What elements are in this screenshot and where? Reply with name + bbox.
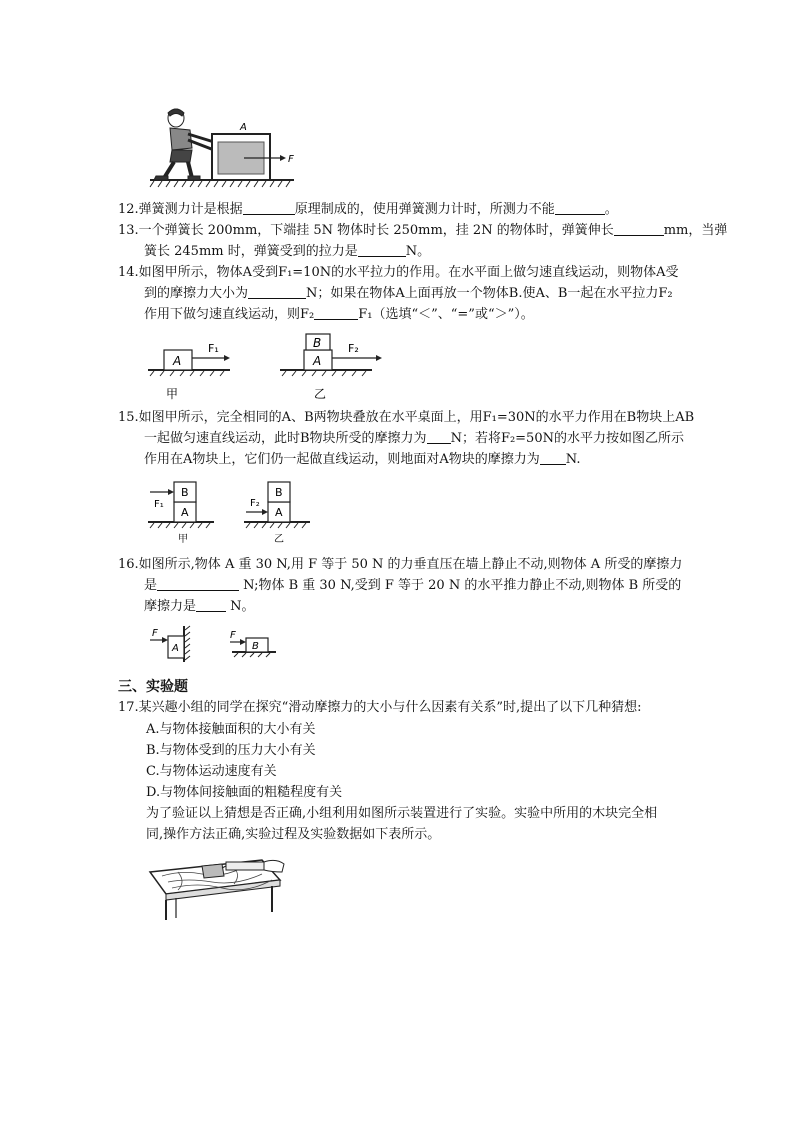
q14-blank-1[interactable] [248, 285, 306, 299]
label-a-jia: A [173, 354, 182, 368]
q14-text-1: 14.如图甲所示，物体A受到F₁=10N的水平拉力的作用。在水平面上做匀速直线运动，则物体A受 [118, 265, 679, 280]
label-f-floor: F [230, 630, 236, 641]
label-b-jia: B [181, 486, 189, 499]
q17-apparatus-figure [142, 852, 294, 922]
q14-blank-2[interactable] [314, 306, 358, 320]
label-b-yi: B [313, 336, 322, 350]
box-a-label: A [240, 122, 247, 133]
label-f2-yi: F₂ [250, 498, 260, 509]
question-12 [118, 200, 618, 219]
q15-text-3: N；若将F₂=50N的水平力按如图乙所示 [450, 431, 684, 446]
q16-figure [146, 624, 282, 664]
question-13-line-2 [144, 242, 430, 261]
question-15-line-3 [144, 450, 580, 469]
q13-text-4: N。 [405, 244, 431, 259]
q17-option-c: C.与物体运动速度有关 [146, 764, 277, 779]
caption-jia: 甲 [178, 534, 188, 545]
label-f1-jia: F₁ [154, 499, 164, 510]
q14-text-2: 到的摩擦力大小为 [144, 286, 249, 301]
caption-jia: 甲 [166, 387, 179, 401]
question-16-line-2 [144, 576, 681, 595]
q16-text-5: N。 [230, 599, 255, 614]
q15-figure [146, 478, 326, 546]
q12-blank-1[interactable] [243, 201, 295, 215]
q13-text-3: 簧长 245mm 时，弹簧受到的拉力是 [144, 244, 358, 259]
question-16-line-3 [144, 597, 255, 616]
question-14-line-1 [118, 263, 679, 282]
q17-paragraph-1: 为了验证以上猜想是否正确,小组利用如图所示装置进行了实验。实验中所用的木块完全相 [146, 806, 658, 821]
caption-yi: 乙 [314, 387, 327, 401]
q14-text-4: 作用下做匀速直线运动，则F₂ [144, 307, 315, 322]
label-a-yi: A [313, 354, 322, 368]
q15-text-1: 15.如图甲所示，完全相同的A、B两物块叠放在水平桌面上，用F₁=30N的水平力作用在B物块上AB [118, 410, 695, 425]
question-14-line-2 [144, 284, 673, 303]
q16-text-3: N;物体 B 重 30 N,受到 F 等于 20 N 的水平推力静止不动,则物体 B 所受的 [243, 578, 682, 593]
q13-blank-1[interactable] [614, 222, 664, 236]
label-f-wall: F [152, 628, 158, 639]
figure-boy-pushing-box [148, 104, 298, 188]
q13-blank-2[interactable] [358, 243, 406, 257]
q16-text-4: 摩擦力是 [144, 599, 197, 614]
force-f-label: F [288, 154, 294, 165]
question-13-line-1 [118, 221, 727, 240]
q15-text-2: 一起做匀速直线运动，此时B物块所受的摩擦力为 [144, 431, 427, 446]
question-15-line-1 [118, 408, 694, 427]
q16-blank-1[interactable] [157, 577, 239, 591]
q16-text-1: 16.如图所示,物体 A 重 30 N,用 F 等于 50 N 的力垂直压在墙上静止不动,则物体 A 所受的摩擦力 [118, 557, 683, 572]
q12-prefix: 12.弹簧测力计是根据 [118, 202, 243, 217]
section-heading-experiment: 三、实验题 [118, 679, 188, 695]
question-15-line-2 [144, 429, 684, 448]
q17-option-b: B.与物体受到的压力大小有关 [146, 743, 316, 758]
boy-figure [154, 109, 214, 180]
label-b-floor: B [252, 641, 259, 652]
question-14-line-3 [144, 305, 534, 324]
q15-blank-1[interactable] [427, 430, 451, 444]
q16-blank-2[interactable] [196, 598, 226, 612]
label-f2-yi: F₂ [348, 342, 359, 355]
label-a-yi: A [275, 506, 283, 519]
q14-text-5: F₁（选填“＜”、“=”或“＞”）。 [358, 307, 534, 322]
label-f1-jia: F₁ [208, 342, 219, 355]
q15-text-5: N. [565, 452, 581, 467]
q12-suffix: 。 [604, 202, 618, 217]
q14-figure [146, 332, 396, 404]
q17-option-d: D.与物体间接触面的粗糙程度有关 [146, 785, 343, 800]
label-b-yi: B [275, 486, 283, 499]
q17-text-1: 17.某兴趣小组的同学在探究“滑动摩擦力的大小与什么因素有关系”时,提出了以下几种猜想: [118, 700, 642, 715]
label-a-wall: A [172, 643, 179, 654]
q15-blank-2[interactable] [540, 451, 566, 465]
q14-text-3: N；如果在物体A上面再放一个物体B.使A、B一起在水平拉力F₂ [306, 286, 673, 301]
q15-text-4: 作用在A物块上，它们仍一起做直线运动，则地面对A物块的摩擦力为 [144, 452, 540, 467]
q13-text-1: 13.一个弹簧长 200mm，下端挂 5N 物体时长 250mm，挂 2N 的物体时，弹簧伸长 [118, 223, 614, 238]
q17-paragraph-2: 同,操作方法正确,实验过程及实验数据如下表所示。 [146, 827, 441, 842]
q16-text-2: 是 [144, 578, 158, 593]
q12-mid: 原理制成的，使用弹簧测力计时，所测力不能 [294, 202, 555, 217]
q12-blank-2[interactable] [555, 201, 605, 215]
question-17-line-1 [118, 698, 641, 717]
q13-text-2: mm，当弹 [663, 223, 728, 238]
caption-yi: 乙 [274, 534, 284, 545]
label-a-jia: A [181, 506, 189, 519]
question-16-line-1 [118, 555, 682, 574]
q17-option-a: A.与物体接触面积的大小有关 [146, 722, 316, 737]
